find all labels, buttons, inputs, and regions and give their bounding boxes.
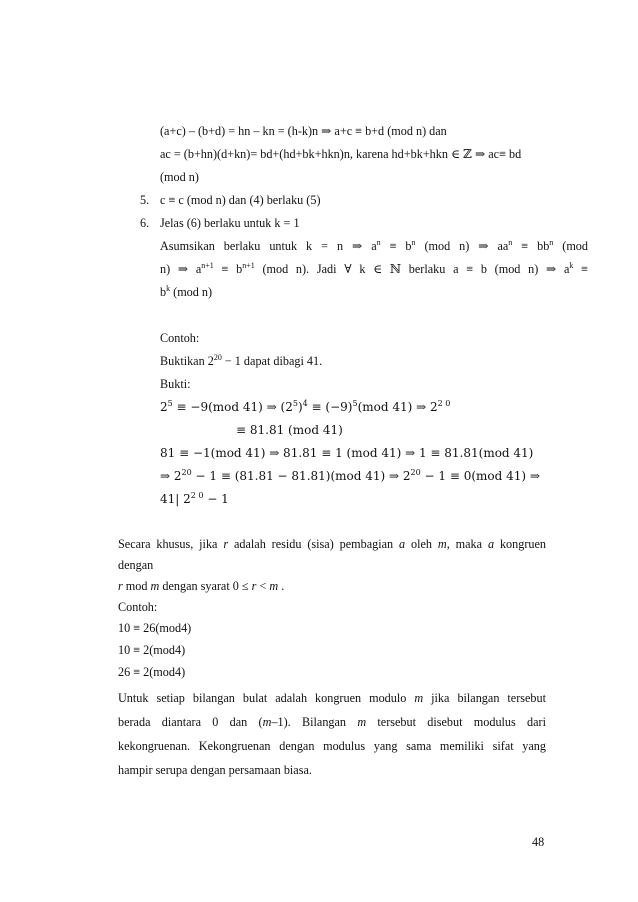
item-6-text: Jelas (6) berlaku untuk k = 1 — [160, 216, 300, 230]
induction-line-3: $b^k$ (mod n) — [160, 283, 213, 299]
paragraph-1-line-3: r mod m dengan syarat 0 ≤ r < m . — [118, 579, 285, 593]
item-5-text: c ≡ c (mod n) dan (4) berlaku (5) — [160, 193, 321, 207]
paragraph-1-line-2: dengan — [118, 558, 154, 572]
paragraph-2-line-3: kekongruenan. Kekongruenan dengan modulus yang sama memiliki sifat yang — [118, 739, 546, 753]
item-6-number: 6. — [140, 216, 150, 230]
page-number: 48 — [532, 835, 545, 849]
example-heading: Contoh: — [160, 331, 200, 345]
item-5-number: 5. — [140, 193, 150, 207]
math-line-1: $2^5 \equiv -9(mod$ 41) ⇒ $(2^5)^4 \equiv (-9)^5(mod$ 41) ⇒ $2^{2 0}$ — [160, 399, 451, 414]
example-congruence-1: 10 ≡ 26(mod4) — [118, 621, 192, 635]
proof-line-1: (a+c) – (b+d) = hn – kn = (h-k)n ⇒ a+c ≡ b+d (mod n) dan — [160, 124, 447, 138]
math-line-5: 41| $2^{2 0} - 1$ — [160, 491, 229, 506]
math-line-3: 81 ≡ −1(mod 41) ⇒ 81.81 ≡ 1 (mod 41) ⇒ 1 ≡ 81.81(mod 41) — [160, 446, 534, 460]
example-claim: Buktikan $2^{20} - 1$ dapat dibagi 41. — [160, 352, 323, 368]
proof-line-3: (mod n) — [160, 170, 199, 184]
example-congruence-2: 10 ≡ 2(mod4) — [118, 643, 186, 657]
paragraph-2-line-1: Untuk setiap bilangan bulat adalah kongruen modulo m jika bilangan tersebut — [118, 691, 546, 705]
induction-line-2: n) ⇒ $a^{n+1} \equiv b^{n+1}$ (mod n). Jadi ∀ k ∈ ℕ berlaku a ≡ b (mod n) ⇒ $a^k$ ≡ — [160, 260, 589, 276]
math-line-4: ⇒ $2^{20} - 1 \equiv (81.81 - 81.81)(mod$ 41) ⇒ $2^{20} - 1 \equiv 0(mod$ 41) ⇒ — [160, 468, 540, 483]
paragraph-2-line-2: berada diantara 0 dan (m–1). Bilangan m tersebut disebut modulus dari — [118, 715, 546, 729]
proof-line-2: ac = (b+hn)(d+kn)= bd+(hd+bk+hkn)n, karena hd+bk+hkn ∈ ℤ ⇒ ac≡ bd — [160, 147, 522, 161]
paragraph-1-line-1: Secara khusus, jika r adalah residu (sisa) pembagian a oleh m, maka a kongruen — [118, 537, 546, 551]
proof-label: Bukti: — [160, 377, 191, 391]
example-congruence-3: 26 ≡ 2(mod4) — [118, 665, 186, 679]
example-label: Contoh: — [118, 600, 158, 614]
math-line-2: ≡ 81.81 (mod 41) — [236, 423, 343, 437]
induction-line-1: Asumsikan berlaku untuk k = n ⇒ $a^n \equiv b^n$ (mod n) ⇒ $aa^n \equiv bb^n$ (mod — [160, 237, 588, 253]
paragraph-2-line-4: hampir serupa dengan persamaan biasa. — [118, 763, 312, 777]
